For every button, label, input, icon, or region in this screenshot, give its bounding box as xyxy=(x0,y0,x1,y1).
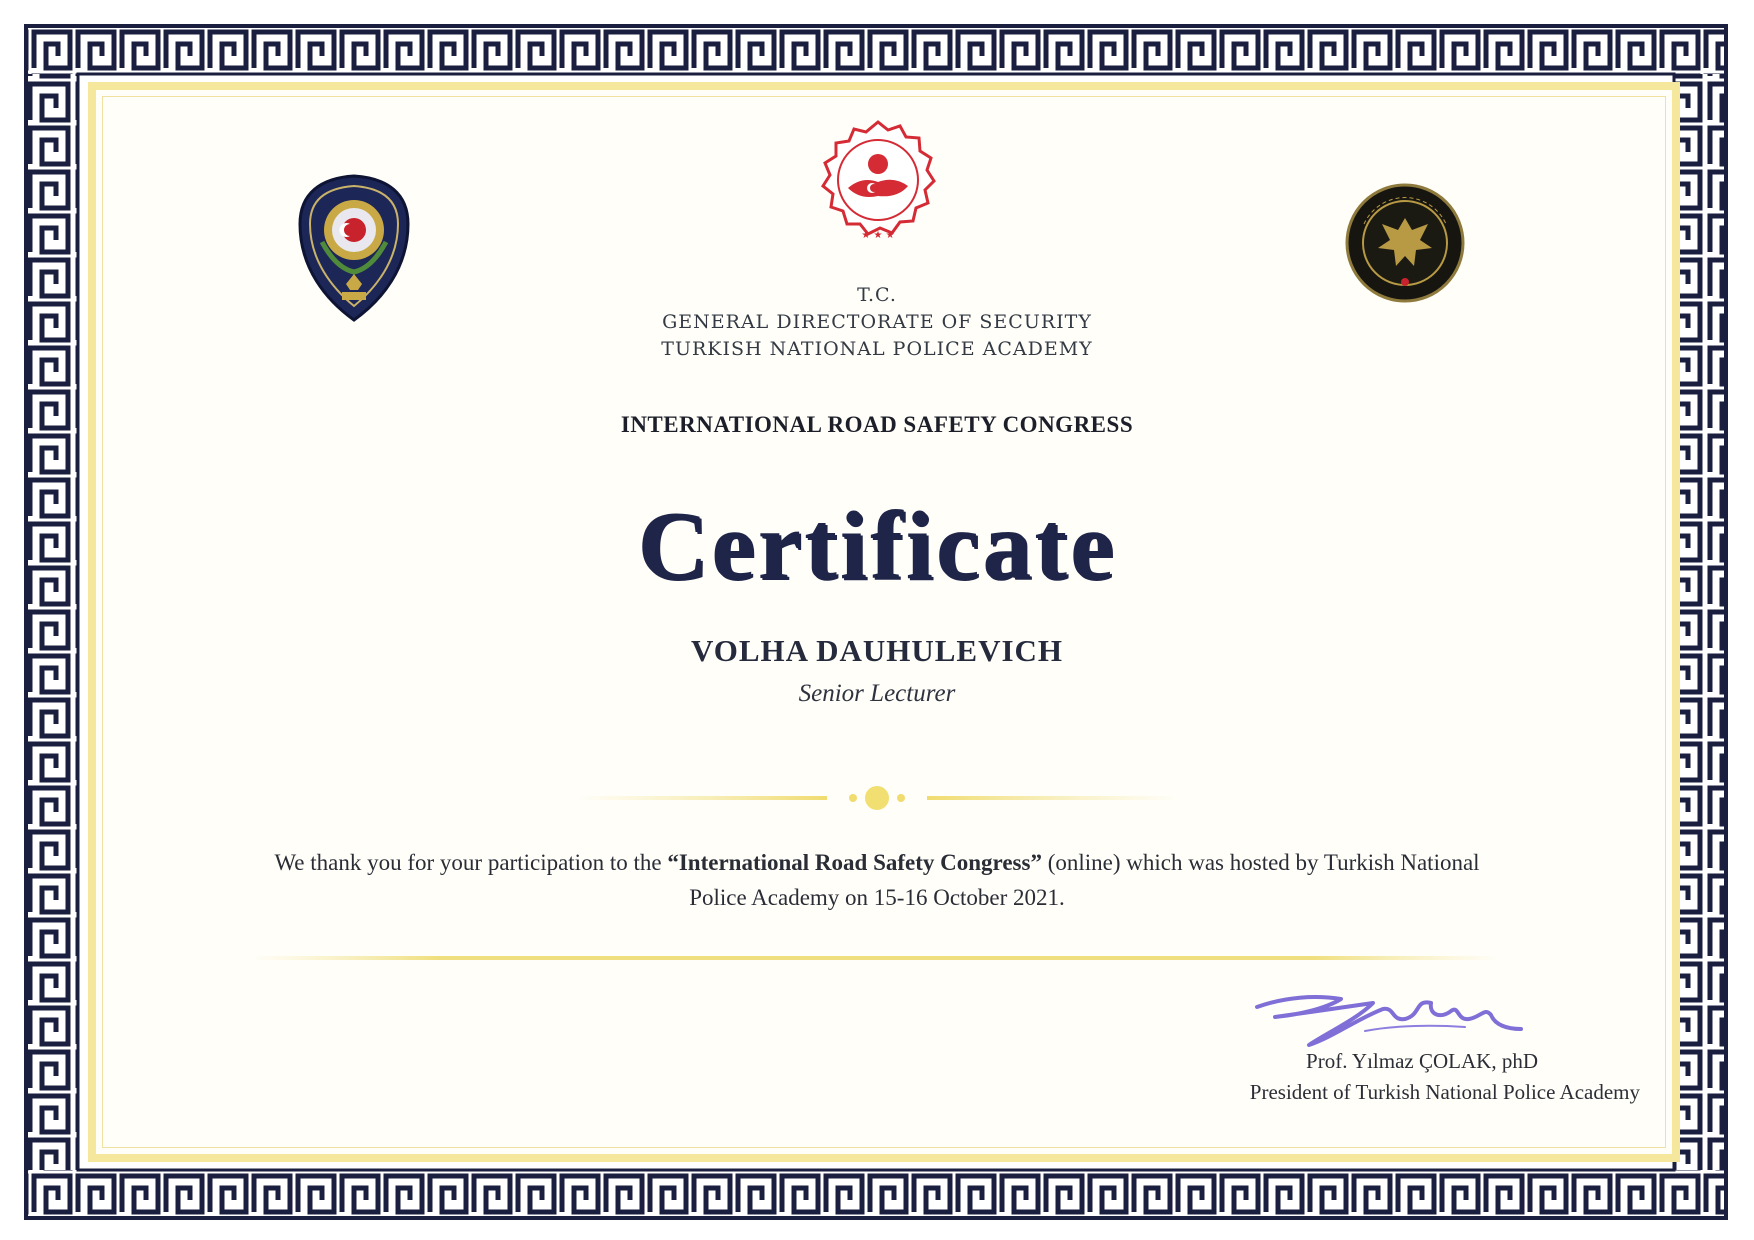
certificate-heading: Certificate xyxy=(637,492,1117,600)
tc-label: T.C. xyxy=(857,284,897,306)
svg-text:★ ★ ★: ★ ★ ★ xyxy=(861,230,895,241)
recipient-name: VOLHA DAUHULEVICH xyxy=(690,633,1064,668)
message-part-1: We thank you for your participation to the xyxy=(274,850,668,875)
issuer-header xyxy=(0,282,1754,363)
directorate-label: GENERAL DIRECTORATE OF SECURITY xyxy=(662,311,1092,333)
academy-label: TURKISH NATIONAL POLICE ACADEMY xyxy=(661,338,1093,360)
ornamental-divider xyxy=(575,786,1179,810)
recipient-role: Senior Lecturer xyxy=(798,680,956,707)
message-part-2: (online) which was hosted by Turkish National Police Academy on 15-16 October 2021. xyxy=(689,850,1480,910)
signatory-title: President of Turkish National Police Academy xyxy=(1249,1080,1640,1104)
signatory-block xyxy=(1160,1046,1640,1108)
gold-separator-line xyxy=(250,954,1500,962)
thank-you-message xyxy=(260,845,1494,915)
event-title: INTERNATIONAL ROAD SAFETY CONGRESS xyxy=(620,412,1134,437)
ministry-of-interior-seal-icon xyxy=(812,118,944,250)
signatory-name: Prof. Yılmaz ÇOLAK, phD xyxy=(1306,1049,1538,1073)
handwritten-signature xyxy=(1245,985,1545,1055)
message-congress-name: “International Road Safety Congress” xyxy=(667,850,1042,875)
